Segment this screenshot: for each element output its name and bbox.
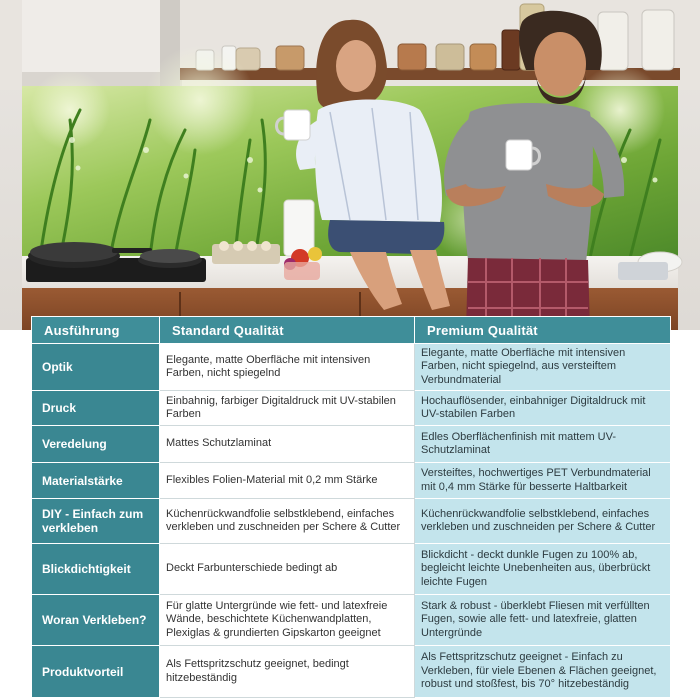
row-label: Veredelung: [32, 426, 160, 463]
premium-cell: [415, 646, 671, 698]
standard-text: Als Fettspritzschutz geeignet, bedingt hitzebeständig: [166, 658, 349, 684]
premium-text: Elegante, matte Oberfläche mit intensiven Farben, nicht spiegelnd, aus versteiftem Verbundmaterial: [421, 346, 626, 386]
row-label: Woran Verkleben?: [32, 595, 160, 646]
standard-cell: [160, 463, 415, 499]
standard-text: Küchenrückwandfolie selbstklebend, einfaches verkleben und zuschneiden per Schere & Cutter: [166, 507, 401, 533]
table-row: [32, 426, 671, 463]
standard-cell: [160, 391, 415, 426]
standard-text: Für glatte Untergründe wie fett- und latexfreie Wände, beschichtete Küchenwandplatten, Plexiglas & grundierten Gipskarton geeignet: [166, 599, 388, 639]
premium-text: Küchenrückwandfolie selbstklebend, einfaches verkleben und zuschneiden per Schere & Cutter: [421, 507, 656, 533]
table-row: [32, 499, 671, 544]
premium-text: Als Fettspritzschutz geeignet - Einfach zu Verkleben, für viele Ebenen & Flächen geeignet, robust und stoßfest, bis 70° hitzebeständig: [421, 651, 657, 691]
egg-carton-icon: [212, 241, 280, 264]
row-label: Blickdichtigkeit: [32, 544, 160, 595]
table-row: [32, 646, 671, 698]
standard-text: Einbahnig, farbiger Digitaldruck mit UV-stabilen Farben: [166, 394, 396, 420]
premium-cell: [415, 344, 671, 391]
premium-cell: [415, 463, 671, 499]
header-premium-qualitaet: Premium Qualität: [415, 317, 671, 344]
comparison-table: [31, 316, 670, 698]
kitchen-scene-illustration: [0, 0, 700, 330]
table-row: [32, 344, 671, 391]
standard-text: Mattes Schutzlaminat: [166, 437, 272, 450]
table-row: [32, 391, 671, 426]
table-header-row: [32, 317, 671, 344]
row-label: DIY - Einfach zum verkleben: [32, 499, 160, 544]
row-label: Materialstärke: [32, 463, 160, 499]
standard-cell: [160, 595, 415, 646]
standard-cell: [160, 426, 415, 463]
premium-text: Versteiftes, hochwertiges PET Verbundmaterial mit 0,4 mm Stärke für besserte Haltbarkeit: [421, 467, 651, 493]
standard-cell: [160, 646, 415, 698]
standard-text: Flexibles Folien-Material mit 0,2 mm Stärke: [166, 473, 378, 486]
premium-text: Edles Oberflächenfinish mit mattem UV-Schutzlaminat: [421, 430, 617, 456]
premium-cell: [415, 544, 671, 595]
kitchen-photo: [0, 0, 700, 330]
premium-cell: [415, 426, 671, 463]
standard-cell: [160, 499, 415, 544]
premium-text: Blickdicht - deckt dunkle Fugen zu 100% ab, begleicht leichte Unebenheiten aus, überbrückt leichte Fugen: [421, 548, 651, 588]
table-row: [32, 595, 671, 646]
row-label: Produktvorteil: [32, 646, 160, 698]
standard-cell: [160, 344, 415, 391]
table-row: [32, 463, 671, 499]
header-standard-qualitaet: Standard Qualität: [160, 317, 415, 344]
premium-cell: [415, 595, 671, 646]
premium-cell: [415, 499, 671, 544]
premium-cell: [415, 391, 671, 426]
standard-text: Elegante, matte Oberfläche mit intensiven Farben, nicht spiegelnd: [166, 353, 371, 379]
table-row: [32, 544, 671, 595]
row-label: Druck: [32, 391, 160, 426]
cooking-pot-icon: [138, 249, 202, 268]
row-label: Optik: [32, 344, 160, 391]
premium-text: Stark & robust - überklebt Fliesen mit verfüllten Fugen, sowie alle fett- und latexfreie, glatten Untergründe: [421, 599, 650, 639]
header-ausfuehrung: Ausführung: [32, 317, 160, 344]
standard-cell: [160, 544, 415, 595]
standard-text: Deckt Farbunterschiede bedingt ab: [166, 562, 338, 575]
premium-text: Hochauflösender, einbahniger Digitaldruck mit UV-stabilen Farben: [421, 394, 646, 420]
